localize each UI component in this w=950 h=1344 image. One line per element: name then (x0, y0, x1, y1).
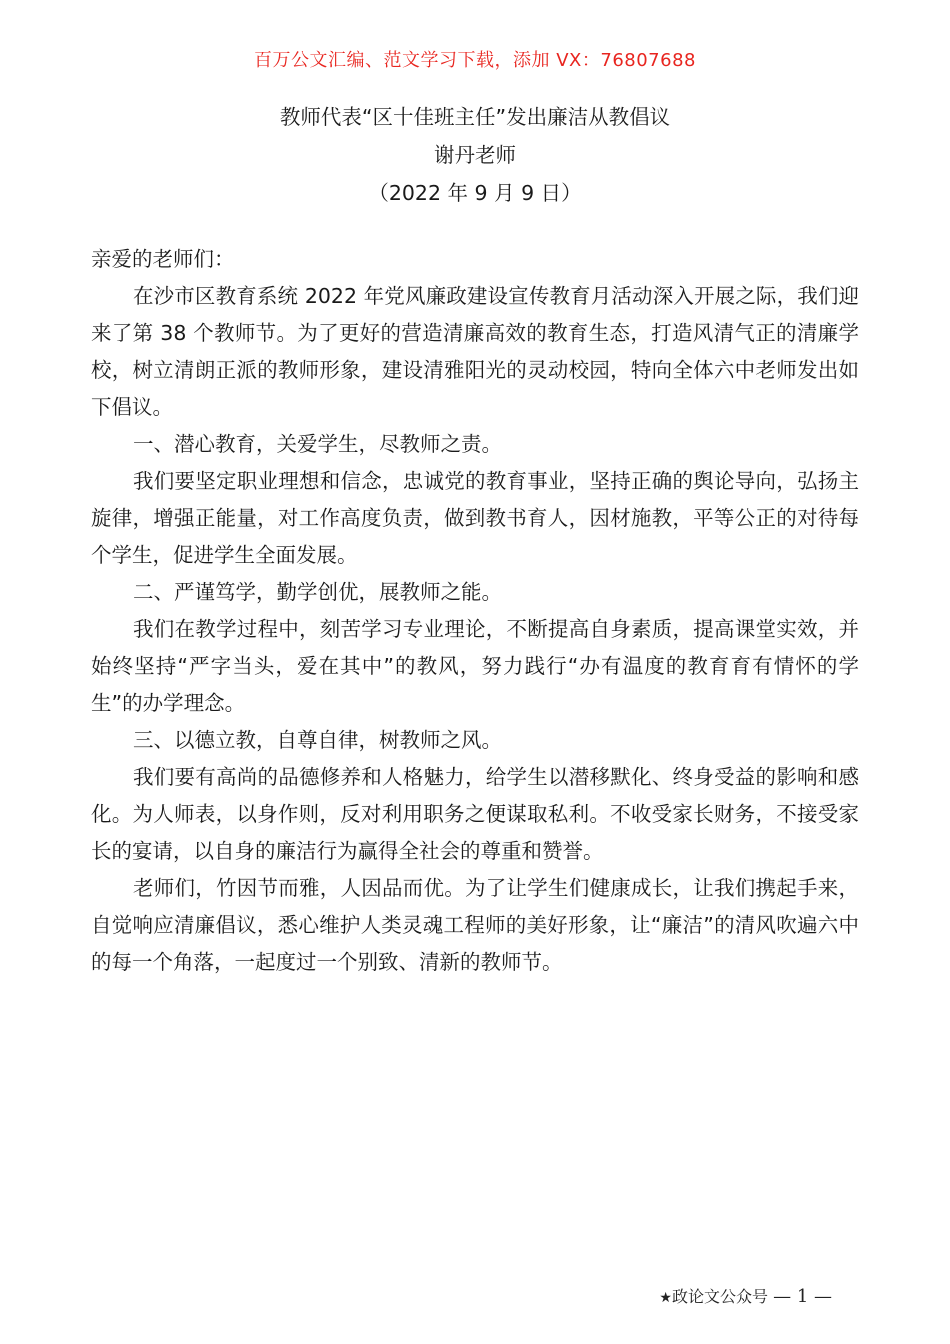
paragraph-section-3: 我们要有高尚的品德修养和人格魅力，给学生以潜移默化、终身受益的影响和感化。为人师表，以身作则，反对利用职务之便谋取私利。不收受家长财务，不接受家长的宴请，以自身的廉洁行为赢得全社会的尊重和赞誉。 (91, 765, 859, 863)
paragraph-intro: 在沙市区教育系统 2022 年党风廉政建设宣传教育月活动深入开展之际，我们迎来了第 38 个教师节。为了更好的营造清廉高效的教育生态，打造风清气正的清廉学校，树立清朗正派的教师形象，建设清雅阳光的灵动校园，特向全体六中老师发出如下倡议。 (91, 284, 859, 419)
section-heading-3: 三、以德立教，自尊自律，树教师之风。 (133, 728, 502, 752)
footer-source: 政论文公众号 (671, 1287, 768, 1306)
page-footer (659, 1284, 832, 1307)
promo-banner: 百万公文汇编、范文学习下载，添加 VX：76807688 (254, 50, 696, 71)
page-number: — 1 — (773, 1286, 832, 1307)
paragraph-closing: 老师们，竹因节而雅，人因品而优。为了让学生们健康成长，让我们携起手来，自觉响应清廉倡议，悉心维护人类灵魂工程师的美好形象，让“廉洁”的清风吹遍六中的每一个角落，一起度过一个别致、清新的教师节。 (91, 876, 859, 974)
document-body (91, 241, 859, 981)
section-heading-2: 二、严谨笃学，勤学创优，展教师之能。 (133, 580, 502, 604)
salutation: 亲爱的老师们： (91, 247, 235, 271)
header-block (0, 98, 950, 212)
author-line: 谢丹老师 (434, 143, 516, 167)
date-line: （2022 年 9 月 9 日） (368, 181, 582, 205)
section-heading-1: 一、潜心教育，关爱学生，尽教师之责。 (133, 432, 502, 456)
document-title: 教师代表“区十佳班主任”发出廉洁从教倡议 (279, 105, 671, 129)
star-icon: ★ (659, 1290, 672, 1306)
paragraph-section-1: 我们要坚定职业理想和信念，忠诚党的教育事业，坚持正确的舆论导向，弘扬主旋律，增强正能量，对工作高度负责，做到教书育人，因材施教，平等公正的对待每个学生，促进学生全面发展。 (91, 469, 859, 567)
paragraph-section-2: 我们在教学过程中，刻苦学习专业理论，不断提高自身素质，提高课堂实效，并始终坚持“严字当头，爱在其中”的教风，努力践行“办有温度的教育育有情怀的学生”的办学理念。 (91, 617, 859, 715)
